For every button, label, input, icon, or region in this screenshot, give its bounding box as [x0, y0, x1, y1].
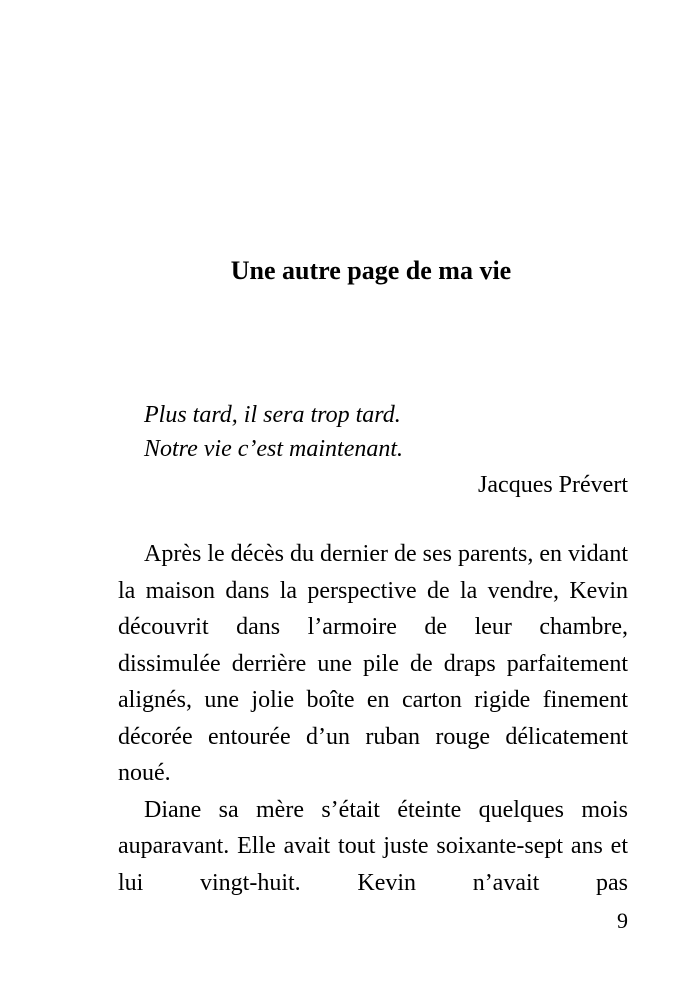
paragraph: Diane sa mère s’était éteinte quelques mois auparavant. Elle avait tout juste soixante-sept ans et lui vingt-huit. Kevin n’avait pas: [118, 796, 628, 896]
chapter-title: Une autre page de ma vie: [230, 256, 512, 285]
page-number: 9: [617, 908, 628, 933]
epigraph-line: Plus tard, il sera trop tard.: [144, 402, 401, 428]
epigraph-author: Jacques Prévert: [478, 472, 628, 498]
body-text: [118, 536, 628, 901]
paragraph: Après le décès du dernier de ses parents, en vidant la maison dans la perspective de la vendre, Kevin découvrit dans l’armoire de leur chambre, dissimulée derrière une pile de draps parfaitement alignés, une jolie boîte en carton rigide finement décorée entourée d’un ruban rouge délicatement noué.: [118, 541, 628, 786]
epigraph-line: Notre vie c’est maintenant.: [144, 436, 404, 462]
epigraph: [144, 398, 628, 502]
